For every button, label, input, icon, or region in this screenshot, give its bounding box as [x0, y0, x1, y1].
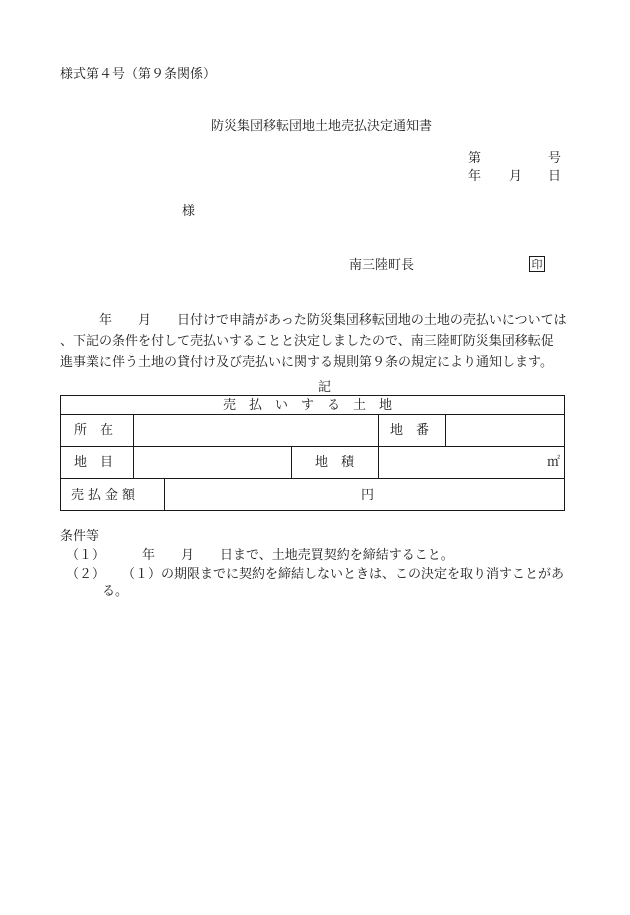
table-rule — [378, 446, 379, 478]
form-number: 様式第４号（第９条関係） — [60, 67, 217, 82]
document-title: 防災集団移転団地土地売払決定通知書 — [211, 119, 433, 134]
ki-heading: 記 — [318, 380, 332, 395]
table-rule — [445, 414, 446, 446]
condition-1-marker: （１） — [66, 548, 106, 563]
table-rule — [291, 446, 292, 478]
table-rule — [164, 478, 165, 511]
table-rule — [133, 414, 134, 478]
table-rule — [378, 414, 379, 446]
condition-1-text: 年 月 日まで、土地売買契約を締結すること。 — [142, 548, 454, 563]
addressee-suffix: 様 — [182, 204, 196, 219]
price-unit: 円 — [361, 488, 375, 503]
date-day-label: 日 — [548, 169, 562, 184]
land-category-label: 地 目 — [74, 455, 114, 470]
lot-number-label: 地 番 — [390, 423, 430, 438]
condition-2-marker: （２） — [66, 567, 106, 582]
sender-title: 南三陸町長 — [349, 258, 415, 273]
price-label: 売払金額 — [71, 488, 140, 503]
location-label: 所 在 — [74, 423, 114, 438]
land-sale-table — [60, 395, 565, 511]
area-label: 地 積 — [315, 455, 355, 470]
date-month-label: 月 — [509, 169, 523, 184]
condition-2-text: （１）の期限までに契約を締結しないときは、この決定を取り消すことがあ — [122, 567, 565, 582]
number-suffix: 号 — [548, 151, 562, 166]
table-rule — [61, 446, 564, 447]
number-label: 第 — [468, 151, 482, 166]
body-paragraph: 年 月 日付けで申請があった防災集団移転団地の土地の売払いについては 、下記の条件を付して売払いすることと決定しましたので、南三陸町防災集団移転促 進事業に伴う土地の貸付け及び売払いに関する規則第９条の規定により通知します。 — [60, 313, 567, 370]
seal-mark: 印 — [529, 256, 545, 272]
table-header: 売 払 い す る 土 地 — [223, 398, 393, 413]
table-rule — [61, 414, 564, 415]
condition-2-continuation: る。 — [102, 584, 129, 599]
area-unit: ㎡ — [547, 455, 561, 470]
conditions-title: 条件等 — [60, 529, 100, 544]
date-year-label: 年 — [468, 169, 482, 184]
table-rule — [61, 478, 564, 479]
